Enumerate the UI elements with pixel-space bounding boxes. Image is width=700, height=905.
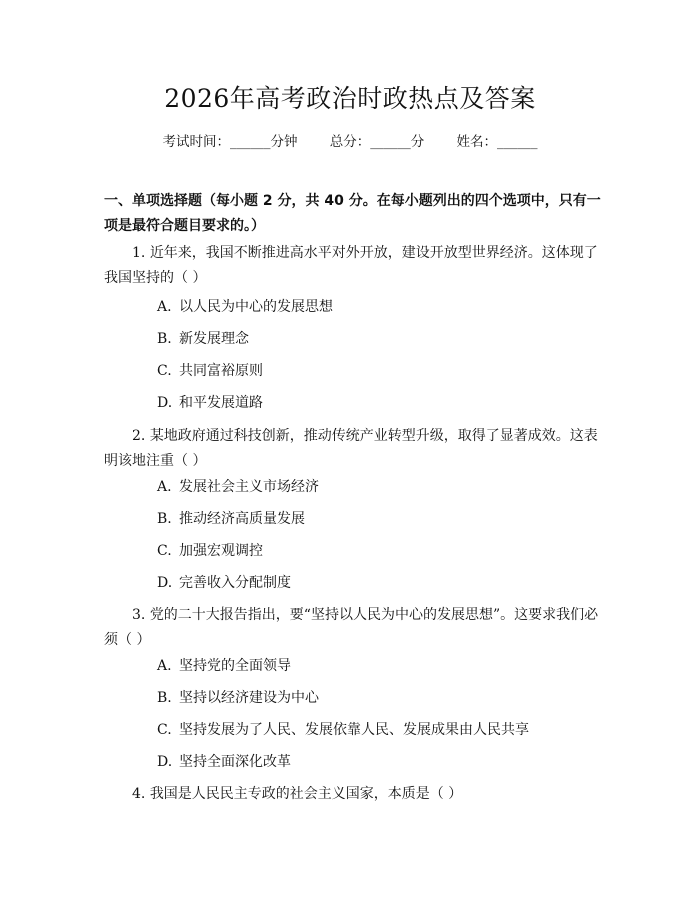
question-1-stem [104, 241, 604, 291]
option-text: 坚持全面深化改革 [179, 754, 291, 770]
score-label: 总分： [329, 134, 371, 150]
total-score-field [330, 132, 425, 152]
option-text: 新发展理念 [179, 331, 249, 347]
option-letter: C. [157, 722, 172, 738]
option-text: 坚持发展为了人民、发展依靠人民、发展成果由人民共享 [179, 722, 529, 738]
question-text: 我国是人民民主专政的社会主义国家，本质是（ ） [149, 786, 463, 802]
option-letter: B. [157, 331, 172, 347]
name-field [457, 132, 538, 152]
option-letter: A. [157, 479, 172, 495]
section-heading: 一、单项选择题（每小题 2 分，共 40 分。在每小题列出的四个选项中，只有一项是最符合题目要求的。） [104, 193, 601, 234]
exam-time-label: 考试时间： [162, 134, 230, 150]
option-text: 共同富裕原则 [179, 363, 263, 379]
question-number: 3. [132, 607, 146, 623]
question-2-option-b [157, 509, 597, 529]
option-letter: C. [157, 543, 172, 559]
question-number: 2. [132, 428, 146, 444]
exam-meta-line [0, 132, 700, 152]
option-letter: D. [157, 575, 173, 591]
option-text: 坚持以经济建设为中心 [179, 690, 319, 706]
question-4-stem [104, 782, 604, 807]
question-1-option-d [157, 393, 597, 413]
option-text: 坚持党的全面领导 [179, 658, 291, 674]
name-blank: ______ [497, 134, 538, 150]
question-3-option-a [157, 656, 597, 676]
question-1-option-c [157, 361, 597, 381]
option-text: 以人民为中心的发展思想 [179, 299, 333, 315]
question-number: 1. [132, 245, 146, 261]
question-2-stem [104, 424, 604, 474]
question-text: 某地政府通过科技创新，推动传统产业转型升级，取得了显著成效。这表明该地注重（ ） [104, 428, 598, 469]
question-3-stem [104, 603, 604, 653]
option-text: 和平发展道路 [179, 395, 263, 411]
question-3-option-d [157, 752, 597, 772]
question-2-option-a [157, 477, 597, 497]
option-letter: D. [157, 754, 173, 770]
question-number: 4. [132, 786, 146, 802]
option-letter: A. [157, 299, 172, 315]
option-letter: B. [157, 690, 172, 706]
question-3-option-c [157, 720, 597, 740]
exam-time-blank: ______ [229, 134, 271, 150]
option-text: 完善收入分配制度 [179, 575, 291, 591]
option-text: 发展社会主义市场经济 [179, 479, 319, 495]
exam-time-unit: 分钟 [270, 134, 298, 150]
exam-time-field [162, 132, 297, 152]
question-text: 党的二十大报告指出，要“坚持以人民为中心的发展思想”。这要求我们必须（ ） [104, 607, 599, 648]
question-1-option-b [157, 329, 597, 349]
option-letter: D. [157, 395, 173, 411]
document-title: 2026年高考政治时政热点及答案 [164, 84, 536, 113]
question-3-option-b [157, 688, 597, 708]
question-text: 近年来，我国不断推进高水平对外开放，建设开放型世界经济。这体现了我国坚持的（ ） [104, 245, 598, 286]
name-label: 姓名： [456, 134, 498, 150]
score-blank: ______ [370, 134, 411, 150]
option-text: 加强宏观调控 [179, 543, 263, 559]
option-text: 推动经济高质量发展 [179, 511, 305, 527]
question-2-option-d [157, 573, 597, 593]
question-1-option-a [157, 297, 597, 317]
question-2-option-c [157, 541, 597, 561]
option-letter: B. [157, 511, 172, 527]
score-unit: 分 [410, 134, 425, 150]
option-letter: A. [157, 658, 172, 674]
option-letter: C. [157, 363, 172, 379]
